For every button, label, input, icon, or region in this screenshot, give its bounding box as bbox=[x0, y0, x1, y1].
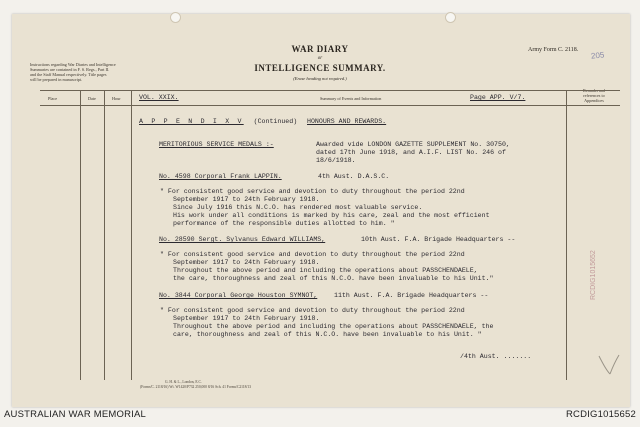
citation-2-line-1: " For consistent good service and devotion to duty throughout the period 22nd bbox=[160, 251, 465, 258]
column-header-summary: Summary of Events and Information bbox=[320, 96, 382, 101]
remarks-header-3: Appendices bbox=[584, 98, 604, 103]
appendix-label-text: A P P E N D I X V bbox=[139, 118, 244, 125]
citation-1-line-4: His work under all conditions is marked by his care, zeal and the most efficient bbox=[173, 212, 490, 219]
citation-1-line-3: Since July 1916 this N.C.O. has rendered most valuable service. bbox=[173, 204, 423, 211]
column-header-place: Place bbox=[48, 96, 58, 101]
footer-item-id: RCDIG1015652 bbox=[566, 409, 636, 420]
appendix-continued: (Continued) bbox=[253, 118, 298, 125]
rule-header-bottom bbox=[40, 105, 620, 106]
soldier-unit-1: 4th Aust. D.A.S.C. bbox=[318, 173, 390, 180]
volume-label: VOL. XXIX. bbox=[139, 94, 179, 101]
citation-3-line-4: care, thoroughness and zeal of this N.C.O. have been invaluable to his Unit. " bbox=[173, 331, 482, 338]
army-form-number: Army Form C. 2118. bbox=[528, 47, 579, 53]
imprint-line-1: G. H. & L., London, E.C. bbox=[165, 380, 202, 384]
citation-3-line-3: Throughout the above period and including the operations about PASSCHENDAELE, the bbox=[173, 323, 494, 330]
soldier-name-3: No. 3844 Corporal George Houston SYMNOT, bbox=[159, 292, 318, 299]
punch-hole-left bbox=[170, 12, 181, 23]
gazette-line-2: dated 17th June 1918, and A.I.F. LIST No. 246 of bbox=[316, 149, 506, 156]
soldier-unit-2: 10th Aust. F.A. Brigade Headquarters -- bbox=[361, 236, 516, 243]
continuation-note: /4th Aust. ....... bbox=[460, 353, 532, 360]
handwritten-page-number: 205 bbox=[590, 50, 605, 61]
title-or: or bbox=[317, 56, 323, 61]
rule-date-hour bbox=[104, 90, 105, 380]
page-reference: Page APP. V/7. bbox=[470, 94, 526, 101]
handwritten-mark-icon bbox=[596, 352, 622, 378]
citation-2-line-2: September 1917 to 24th February 1918. bbox=[173, 259, 320, 266]
citation-1-line-1: " For consistent good service and devotion to duty throughout the period 22nd bbox=[160, 188, 465, 195]
honours-heading: HONOURS AND REWARDS. bbox=[307, 118, 387, 125]
gazette-line-1: Awarded vide LONDON GAZETTE SUPPLEMENT No. 30750, bbox=[316, 141, 510, 148]
war-diary-title: WAR DIARY bbox=[291, 44, 349, 54]
soldier-unit-3: 11th Aust. F.A. Brigade Headquarters -- bbox=[334, 292, 489, 299]
citation-3-line-2: September 1917 to 24th February 1918. bbox=[173, 315, 320, 322]
imprint-line-2: (Forms/C. 2118/16) Wt. W1420/P732 250,000 8/16 Sch. 41 Forms/C2118/13 bbox=[140, 385, 252, 389]
rule-place-date bbox=[80, 90, 81, 380]
rule-header-top bbox=[40, 90, 620, 91]
intelligence-summary-title: INTELLIGENCE SUMMARY. bbox=[254, 63, 386, 73]
column-header-date: Date bbox=[88, 96, 96, 101]
msm-heading: MERITORIOUS SERVICE MEDALS :- bbox=[159, 141, 274, 148]
instructions-line-1: Instructions regarding War Diaries and Intelligence bbox=[30, 62, 116, 67]
citation-3-line-1: " For consistent good service and devotion to duty throughout the period 22nd bbox=[160, 307, 465, 314]
rule-hour-summary bbox=[131, 90, 132, 380]
instructions-line-3: and the Staff Manual respectively. Title pages bbox=[30, 72, 107, 77]
gazette-line-3: 18/6/1918. bbox=[316, 157, 356, 164]
column-header-hour: Hour bbox=[112, 96, 121, 101]
soldier-name-2: No. 28590 Sergt. Sylvanus Edward WILLIAMS, bbox=[159, 236, 326, 243]
erase-heading-note: (Erase heading not required.) bbox=[293, 76, 347, 81]
instructions-line-4: will be prepared in manuscript. bbox=[30, 77, 83, 82]
citation-1-line-2: September 1917 to 24th February 1918. bbox=[173, 196, 320, 203]
citation-2-line-3: Throughout the above period and including the operations about PASSCHENDAELE, bbox=[173, 267, 478, 274]
instructions-line-2: Summaries are contained in F. S. Regs., Part II. bbox=[30, 67, 110, 72]
rule-summary-remarks bbox=[566, 90, 567, 380]
footer-institution: AUSTRALIAN WAR MEMORIAL bbox=[4, 409, 147, 420]
punch-hole-right bbox=[445, 12, 456, 23]
soldier-name-1: No. 4598 Corporal Frank LAPPIN. bbox=[159, 173, 282, 180]
citation-2-line-4: the care, thoroughness and zeal of this N.C.O. have been invaluable to his Unit." bbox=[173, 275, 494, 282]
margin-archive-stamp: RCDIG1015652 bbox=[590, 250, 597, 300]
appendix-label bbox=[139, 118, 297, 126]
citation-1-line-5: performance of the responsible duties allotted to him. " bbox=[173, 220, 395, 227]
remarks-header-2: references to bbox=[583, 93, 605, 98]
